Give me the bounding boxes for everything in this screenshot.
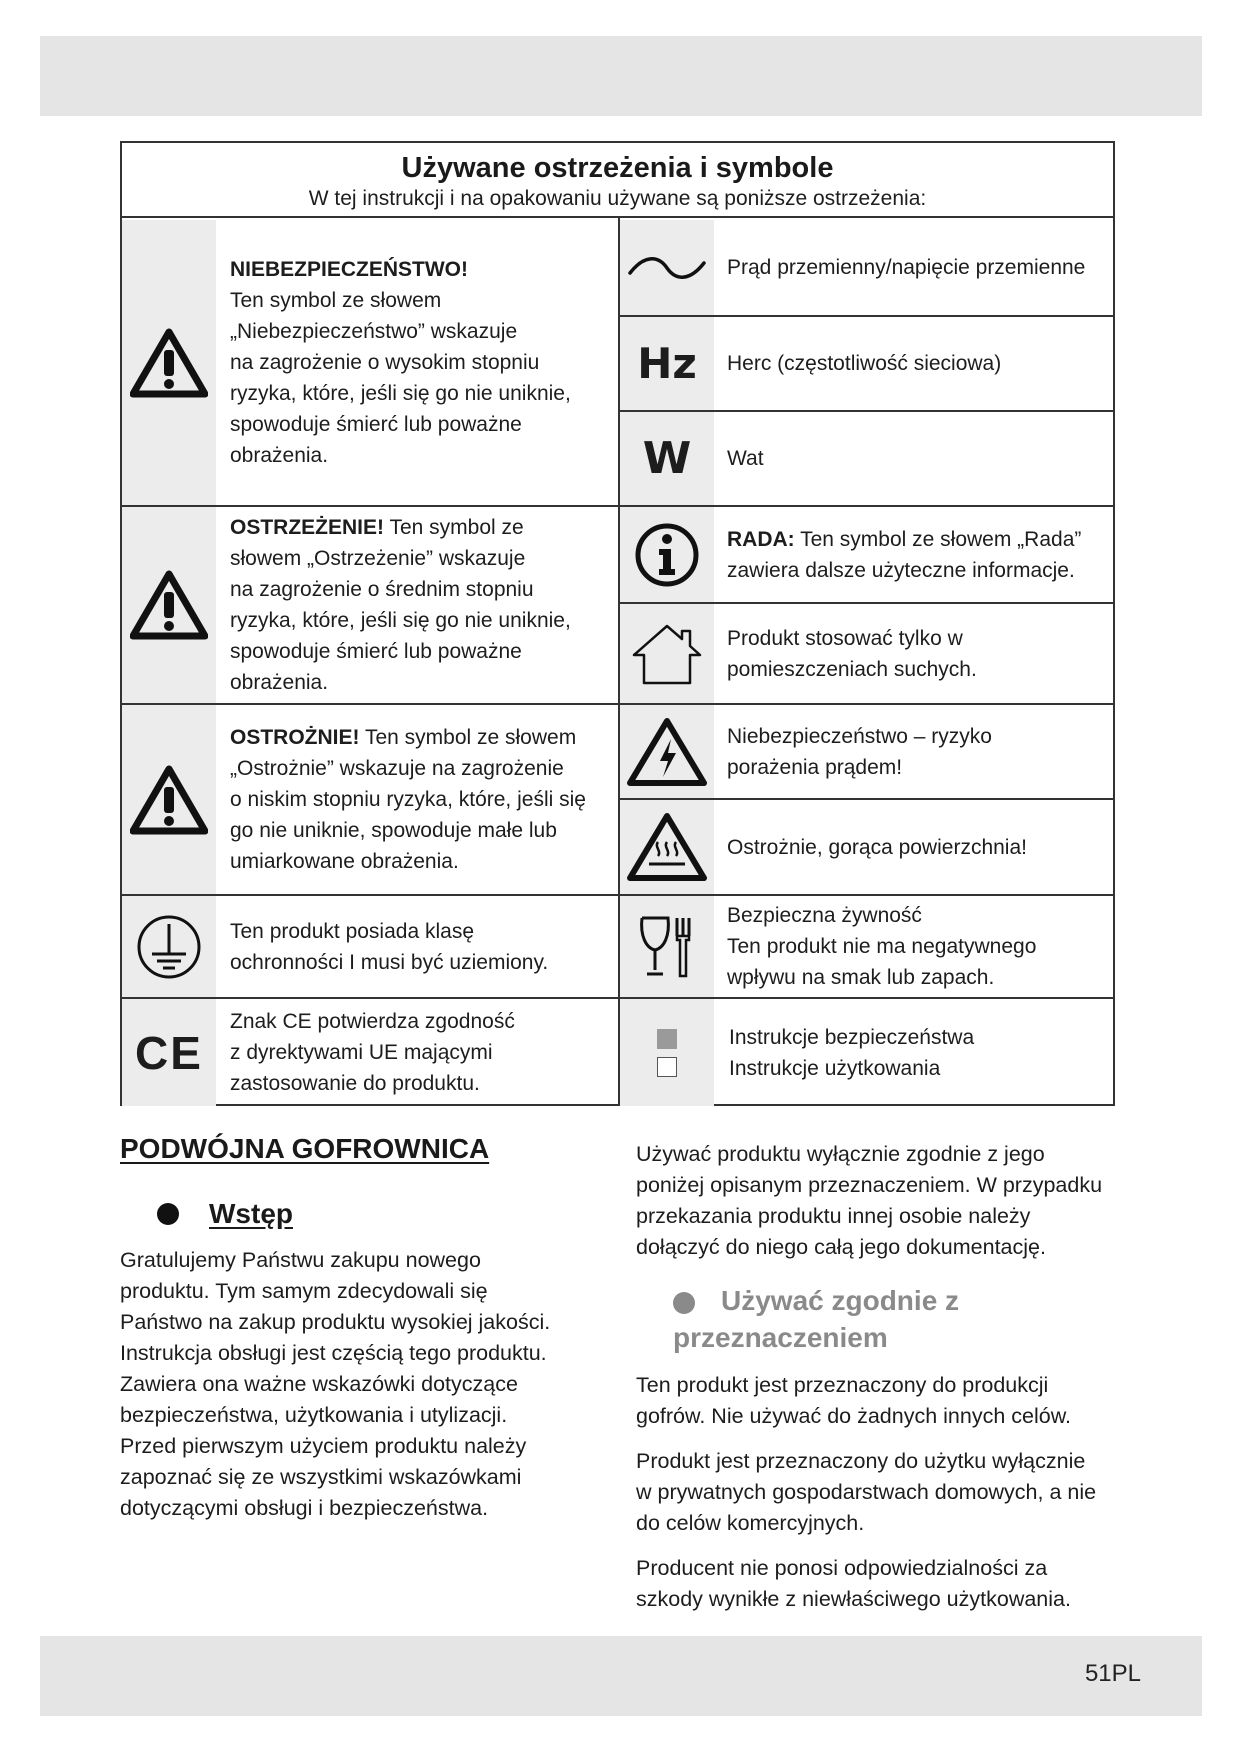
row-protection-class xyxy=(122,896,618,997)
row-instructions xyxy=(620,999,1115,1106)
house-icon xyxy=(630,621,704,687)
usage-intro-paragraph: Używać produktu wyłącznie zgodnie z jego poniżej opisanym przeznaczeniem. W przypadku przekazania produktu innej osobie należy dołączyć do niego całą jego dokumentację. xyxy=(636,1142,1103,1259)
row-hot-surface xyxy=(620,800,1115,894)
tip-label: RADA: xyxy=(727,527,795,551)
warning-triangle-icon xyxy=(130,328,208,398)
danger-line: Ten symbol ze słowem xyxy=(230,289,442,312)
hertz-icon: Hz xyxy=(637,339,697,388)
ce-mark-icon: CE xyxy=(135,1026,203,1079)
warning-line: spowoduje śmierć lub poważne xyxy=(230,640,522,663)
row-shock xyxy=(620,705,1115,798)
row-danger xyxy=(122,220,618,505)
intended-use-p2: Produkt jest przeznaczony do użytku wyłącznie w prywatnych gospodarstwach domowych, a nie do celów komercyjnych. xyxy=(636,1449,1097,1535)
warning-label: OSTRZEŻENIE! xyxy=(230,516,385,539)
intro-paragraph: Gratulujemy Państwu zakupu nowego produktu. Tym samym zdecydowali się Państwo na zakup produktu wysokiej jakości. Instrukcja obsługi jest częścią tego produktu. Zawiera ona ważne wskazówki dotyczące bezpieczeństwa, użytkowania i utylizacji. Przed pierwszym użyciem produktu należy zapoznać się ze wszystkimi wskazówkami dotyczącymi obsługi i bezpieczeństwa. xyxy=(120,1248,551,1520)
row-food-safe xyxy=(620,896,1115,997)
footer-band xyxy=(40,1636,1202,1716)
row-indoor xyxy=(620,604,1115,703)
table-title: Używane ostrzeżenia i symbole xyxy=(401,152,834,184)
table-subtitle: W tej instrukcji i na opakowaniu używane są poniższe ostrzeżenia: xyxy=(308,187,927,210)
table-header xyxy=(122,143,1113,218)
bullet-icon xyxy=(157,1203,179,1225)
row-watt xyxy=(620,412,1115,505)
hz-text: Herc (częstotliwość sieciowa) xyxy=(727,352,1002,375)
high-voltage-icon xyxy=(627,717,707,787)
ground-line: Ten produkt posiada klasę xyxy=(230,919,474,943)
danger-line: spowoduje śmierć lub poważne xyxy=(230,413,522,436)
caution-line: o niskim stopniu ryzyka, które, jeśli się xyxy=(230,788,586,811)
shock-line: porażenia prądem! xyxy=(727,755,903,779)
row-warning xyxy=(122,507,618,703)
info-icon xyxy=(634,522,700,588)
danger-line: obrażenia. xyxy=(230,444,329,467)
danger-line: „Niebezpieczeństwo” wskazuje xyxy=(230,320,518,343)
ce-line: z dyrektywami UE mającymi xyxy=(230,1041,493,1064)
instr-line: Instrukcje bezpieczeństwa xyxy=(729,1025,975,1049)
shock-line: Niebezpieczeństwo – ryzyko xyxy=(727,724,992,748)
watt-text: Wat xyxy=(727,447,764,470)
warning-triangle-icon xyxy=(130,570,208,640)
hot-text: Ostrożnie, gorąca powierzchnia! xyxy=(727,835,1027,859)
filled-square-icon xyxy=(657,1029,677,1049)
alternating-current-icon xyxy=(626,253,708,283)
food-line: wpływu na smak lub zapach. xyxy=(727,966,995,989)
caution-line: go nie uniknie, spowoduje małe lub xyxy=(230,819,557,842)
ce-line: zastosowanie do produktu. xyxy=(230,1072,480,1095)
warning-line: na zagrożenie o średnim stopniu xyxy=(230,578,534,601)
page-number: 51PL xyxy=(1084,1660,1141,1687)
intended-use-p3: Producent nie ponosi odpowiedzialności za szkody wynikłe z niewłaściwego użytkowania. xyxy=(636,1556,1071,1611)
danger-label: NIEBEZPIECZEŃSTWO! xyxy=(230,258,469,281)
danger-line: na zagrożenie o wysokim stopniu xyxy=(230,351,540,374)
hot-surface-icon xyxy=(627,812,707,882)
row-caution xyxy=(122,705,618,894)
row-ce xyxy=(122,999,618,1106)
intro-heading: Wstęp xyxy=(157,1198,293,1230)
instr-line: Instrukcje użytkowania xyxy=(729,1056,941,1080)
warning-triangle-icon xyxy=(130,765,208,835)
empty-square-icon xyxy=(657,1057,677,1077)
ce-line: Znak CE potwierdza zgodność xyxy=(230,1010,515,1033)
symbols-table xyxy=(120,141,1115,1106)
danger-line: ryzyka, które, jeśli się go nie uniknie, xyxy=(230,382,571,405)
header-band xyxy=(40,36,1202,116)
caution-line: „Ostrożnie” wskazuje na zagrożenie xyxy=(230,757,564,780)
section-title: PODWÓJNA GOFROWNICA xyxy=(120,1133,490,1164)
food-safe-icon xyxy=(632,914,702,980)
indoor-line: pomieszczeniach suchych. xyxy=(727,657,977,681)
ac-text: Prąd przemienny/napięcie przemienne xyxy=(727,256,1086,279)
bullet-icon xyxy=(673,1292,695,1314)
warning-first-line: Ten symbol ze xyxy=(384,516,524,539)
warning-line: obrażenia. xyxy=(230,671,329,694)
indoor-line: Produkt stosować tylko w xyxy=(727,626,963,650)
protective-earth-icon xyxy=(136,914,202,980)
row-ac xyxy=(620,220,1115,315)
row-tip xyxy=(620,507,1115,602)
food-line: Bezpieczna żywność xyxy=(727,904,922,927)
food-line: Ten produkt nie ma negatywnego xyxy=(727,935,1037,958)
intended-use-p1: Ten produkt jest przeznaczony do produkcji gofrów. Nie używać do żadnych innych celów. xyxy=(636,1373,1072,1428)
caution-label: OSTROŻNIE! xyxy=(230,726,360,749)
watt-icon: W xyxy=(642,433,692,484)
intended-use-heading: Używać zgodnie z przeznaczeniem xyxy=(673,1285,960,1353)
tip-line: zawiera dalsze użyteczne informacje. xyxy=(727,558,1075,582)
tip-first-line: Ten symbol ze słowem „Rada” xyxy=(794,527,1082,551)
row-hz xyxy=(620,317,1115,410)
warning-line: ryzyka, które, jeśli się go nie uniknie, xyxy=(230,609,571,632)
warning-line: słowem „Ostrzeżenie” wskazuje xyxy=(230,547,526,570)
ground-line: ochronności I musi być uziemiony. xyxy=(230,950,549,974)
caution-first-line: Ten symbol ze słowem xyxy=(359,726,577,749)
caution-line: umiarkowane obrażenia. xyxy=(230,850,459,873)
